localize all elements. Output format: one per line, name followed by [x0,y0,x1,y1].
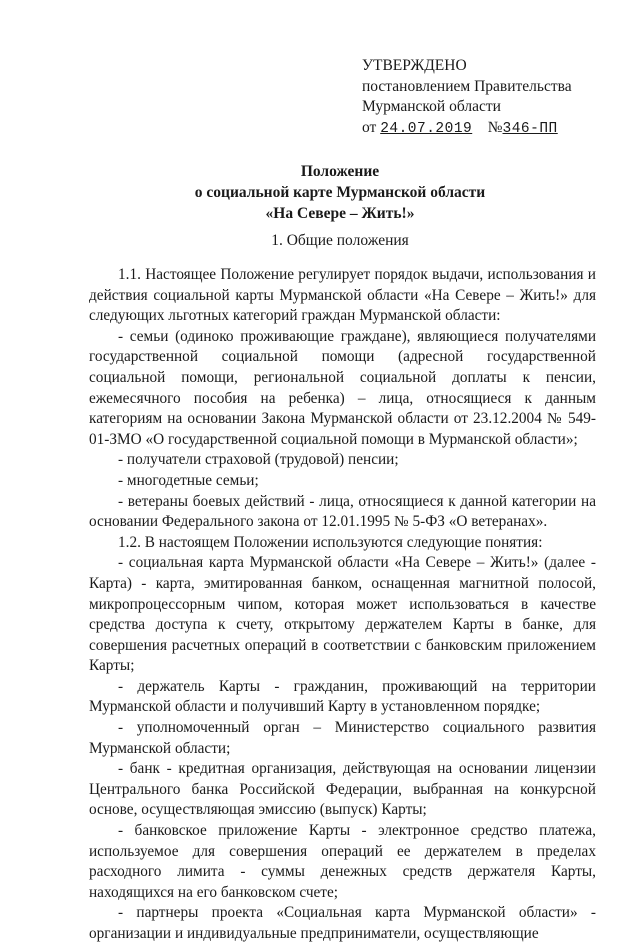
paragraph: 1.1. Настоящее Положение регулирует порядок выдачи, использования и действия социальной карты Мурманской области «На Севере – Жить!» для следующих льготных категорий граждан Мурманской области: [89,266,596,325]
approval-status: УТВЕРЖДЕНО [362,57,467,74]
approval-number: 346-ПП [502,120,558,137]
section-heading: 1. Общие положения [271,232,409,249]
paragraph: - держатель Карты - гражданин, проживающий на территории Мурманской области и получивший Карту в установленном порядке; [89,677,596,716]
document-body [89,265,596,945]
approval-stamp [362,56,572,139]
paragraph: - банк - кредитная организация, действующая на основании лицензии Центрального банка Российской Федерации, выбранная на конкурсной основе, осуществляющая эмиссию (выпуск) Карты; [89,760,596,819]
title-line-2: о социальной карте Мурманской области [194,184,486,201]
paragraph: - ветераны боевых действий - лица, относящиеся к данной категории на основании Федерального закона от 12.01.1995 № 5-ФЗ «О ветеранах». [89,492,596,531]
paragraph: - многодетные семьи; [118,471,259,489]
approval-authority: постановлением Правительства [362,77,572,95]
paragraph: - банковское приложение Карты - электронное средство платежа, используемое для совершения операций ее держателем в пределах расходного лимита - суммы денежных средств держателя Карты, находящихся на его банковском счете; [89,822,596,901]
paragraph: - получатели страховой (трудовой) пенсии; [118,451,399,469]
paragraph: - партнеры проекта «Социальная карта Мурманской области» - организации и индивидуальные предприниматели, осуществляющие [89,904,596,942]
paragraph: - уполномоченный орган – Министерство социального развития Мурманской области; [89,719,596,757]
approval-from-label: от [362,118,377,136]
paragraph: 1.2. В настоящем Положении используются следующие понятия: [118,533,543,551]
paragraph: - социальная карта Мурманской области «На Севере – Жить!» (далее - Карта) - карта, эмитированная банком, оснащенная магнитной полосой, микропроцессорным чипом, которая может использоваться в качестве средства доступа к счету, открытому держателем Карты в банке, для совершения расчетных операций в соответствии с банковским приложением Карты; [89,554,596,675]
title-line-1: Положение [300,163,380,180]
approval-date-line [362,118,572,140]
approval-number-label: № [487,118,503,136]
title-line-3: «На Севере – Жить!» [265,205,415,222]
approval-date: 24.07.2019 [380,120,473,137]
document-title [90,161,590,224]
approval-region: Мурманской области [362,98,501,115]
paragraph: - семьи (одиноко проживающие граждане), являющиеся получателями государственной социальной помощи (адресной государственной социальной помощи, региональной социальной доплаты к пенсии, ежемесячного пособия на ребенка) – лица, относящиеся к данным категориям на основании Закона Мурманской области от 23.12.2004 № 549-01-ЗМО «О государственной социальной помощи в Мурманской области»; [89,327,596,448]
